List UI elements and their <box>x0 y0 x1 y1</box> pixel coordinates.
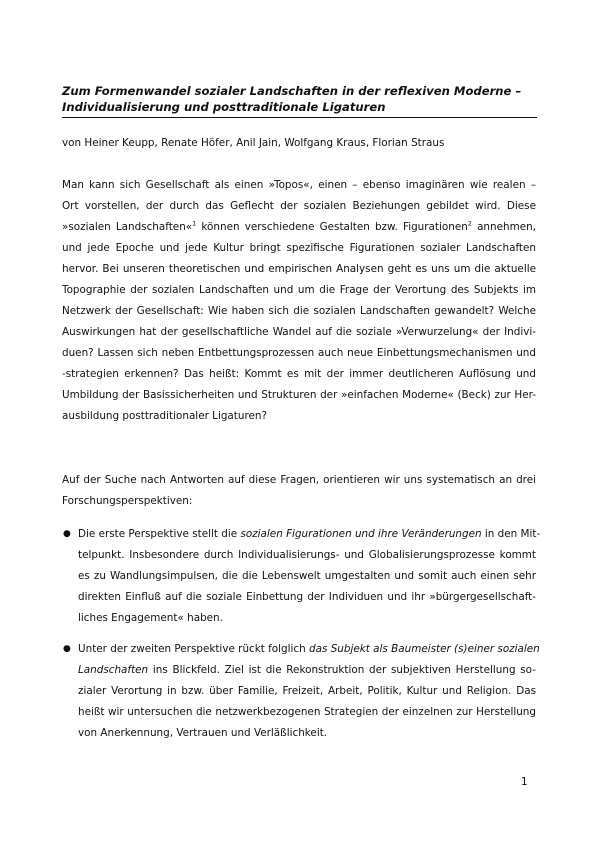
author-line: von Heiner Keupp, Renate Höfer, Anil Jain, Wolfgang Kraus, Florian Straus <box>62 137 445 149</box>
footnote-ref[interactable]: 1 <box>192 219 197 228</box>
emphasis: das Subjekt als Baumeister (s)einer sozialen <box>309 643 540 655</box>
text-line <box>62 217 536 238</box>
text-line: Auswirkungen hat der gesellschaftliche Wandel auf die soziale »Verwurzelung« der Indivi- <box>62 326 536 338</box>
title-line-1: Zum Formenwandel sozialer Landschaften in der reflexiven Moderne – <box>62 84 522 98</box>
title-line-2: Individualisierung und posttraditionale Ligaturen <box>62 100 386 114</box>
text-line: zialer Verortung in bzw. über Familie, Freizeit, Arbeit, Politik, Kultur und Religion. Das <box>78 685 536 697</box>
text-line: Netzwerk der Gesellschaft: Wie haben sich die sozialen Landschaften gewandelt? Welche <box>62 305 536 317</box>
text-span: »sozialen Landschaften« <box>62 221 193 233</box>
text-line <box>78 639 540 660</box>
text-line: ausbildung posttraditionaler Ligaturen? <box>62 410 267 422</box>
list-item <box>62 524 541 629</box>
text-line <box>78 524 541 545</box>
text-line: von Anerkennung, Vertrauen und Verläßlichkeit. <box>78 727 328 739</box>
text-line: Topographie der sozialen Landschaften und um die Frage der Verortung des Subjekts im <box>62 284 536 296</box>
text-line: Man kann sich Gesellschaft als einen »Topos«, einen – ebenso imaginären wie realen – <box>62 179 536 191</box>
text-line: heißt wir untersuchen die netzwerkbezogenen Strategien der einzelnen zur Herstellung <box>78 706 536 718</box>
footnote-ref[interactable]: 2 <box>467 219 472 228</box>
text-line: duen? Lassen sich neben Entbettungsprozessen auch neue Einbettungsmechanismen und <box>62 347 536 359</box>
text-span: Unter der zweiten Perspektive rückt folglich <box>78 643 310 655</box>
bullet-icon: ● <box>63 644 71 654</box>
page-number: 1 <box>521 776 528 788</box>
text-line: -strategien erkennen? Das heißt: Kommt es mit der immer deutlicheren Auflösung und <box>62 368 536 380</box>
perspective-list <box>62 524 541 744</box>
text-span: ins Blickfeld. Ziel ist die Rekonstruktion der subjektiven Herstellung so- <box>148 664 536 676</box>
text-line: und jede Epoche und jede Kultur bringt spezifische Figurationen sozialer Landschaften <box>62 242 536 254</box>
text-line: telpunkt. Insbesondere durch Individualisierungs- und Globalisierungsprozesse kommt <box>78 549 536 561</box>
text-line: hervor. Bei unseren theoretischen und empirischen Analysen geht es uns um die aktuelle <box>62 263 536 275</box>
text-span: Die erste Perspektive stellt die <box>78 528 241 540</box>
emphasis: Landschaften <box>78 664 149 676</box>
text-line <box>78 660 536 681</box>
text-line: Ort vorstellen, der durch das Geflecht der sozialen Beziehungen gebildet wird. Diese <box>62 200 536 212</box>
text-line: liches Engagement« haben. <box>78 612 223 624</box>
text-line: Auf der Suche nach Antworten auf diese Fragen, orientieren wir uns systematisch an drei <box>62 474 536 486</box>
text-span: in den Mit- <box>481 528 541 540</box>
search-paragraph <box>62 470 536 512</box>
intro-paragraph <box>62 175 536 427</box>
bullet-icon: ● <box>63 529 71 539</box>
text-line: Forschungsperspektiven: <box>62 495 193 507</box>
text-line: Umbildung der Basissicherheiten und Strukturen der »einfachen Moderne« (Beck) zur Her- <box>62 389 536 401</box>
list-item <box>62 639 540 744</box>
document-title <box>62 83 537 118</box>
emphasis: sozialen Figurationen und ihre Veränderungen <box>240 528 482 540</box>
text-line: direkten Einfluß auf die soziale Einbettung der Individuen und ihr »bürgergesellschaft- <box>78 591 536 603</box>
text-line: es zu Wandlungsimpulsen, die die Lebenswelt umgestalten und somit auch einen sehr <box>78 570 536 582</box>
text-span: können verschiedene Gestalten bzw. Figurationen <box>196 221 468 233</box>
text-span: annehmen, <box>471 221 536 233</box>
